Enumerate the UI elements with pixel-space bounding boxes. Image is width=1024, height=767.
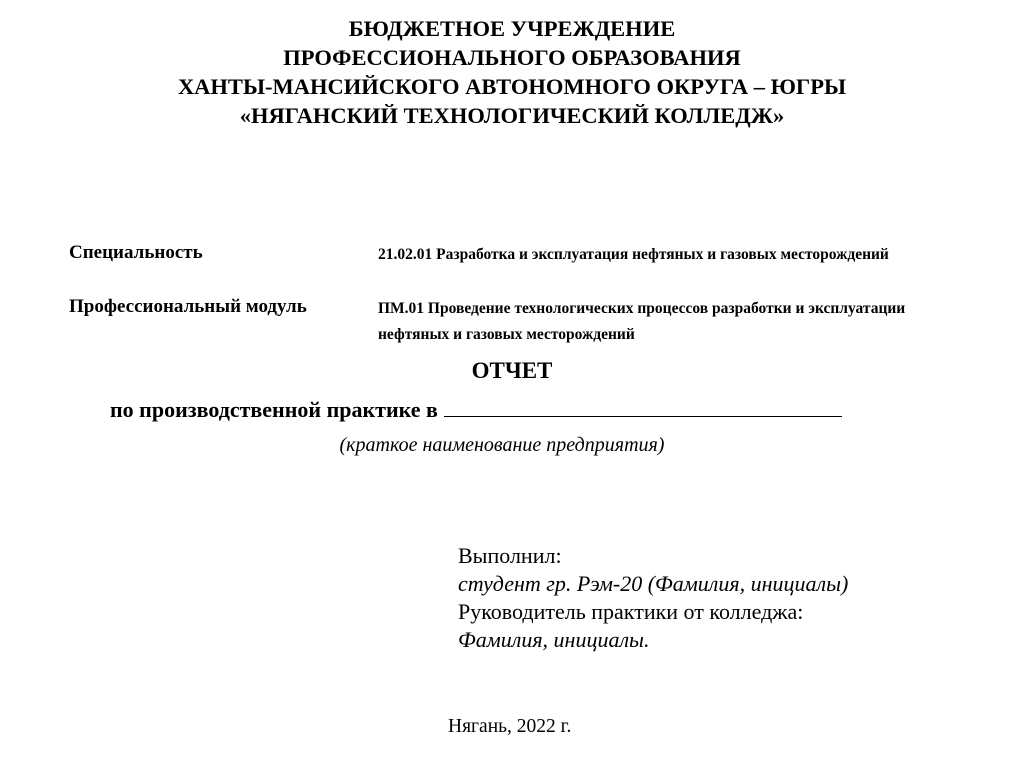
module-label: Профессиональный модуль (69, 296, 307, 317)
header-line-1: БЮДЖЕТНОЕ УЧРЕЖДЕНИЕ (348, 16, 676, 41)
signature-block (458, 542, 848, 654)
module-value: ПМ.01 Проведение технологических процессов разработки и эксплуатации нефтяных и газовых месторождений (378, 300, 906, 343)
done-by-label: Выполнил: (458, 543, 562, 568)
header-line-4: «НЯГАНСКИЙ ТЕХНОЛОГИЧЕСКИЙ КОЛЛЕДЖ» (239, 103, 785, 128)
supervisor-name: Фамилия, инициалы. (458, 627, 650, 652)
report-subtitle-text: по производственной практике в (110, 397, 438, 422)
header-line-3: ХАНТЫ-МАНСИЙСКОГО АВТОНОМНОГО ОКРУГА – ЮГРЫ (177, 74, 847, 99)
report-subtitle (110, 396, 842, 423)
institution-header (0, 14, 1024, 130)
company-blank-line[interactable] (444, 396, 842, 417)
supervisor-label: Руководитель практики от колледжа: (458, 599, 804, 624)
company-hint: (краткое наименование предприятия) (339, 434, 665, 456)
report-title: ОТЧЕТ (471, 358, 553, 383)
specialty-value: 21.02.01 Разработка и эксплуатация нефтяных и газовых месторождений (378, 246, 889, 263)
specialty-label: Специальность (69, 242, 203, 263)
header-line-2: ПРОФЕССИОНАЛЬНОГО ОБРАЗОВАНИЯ (283, 45, 741, 70)
city-year: Нягань, 2022 г. (448, 716, 572, 737)
student-info: студент гр. Рэм-20 (Фамилия, инициалы) (458, 571, 849, 596)
